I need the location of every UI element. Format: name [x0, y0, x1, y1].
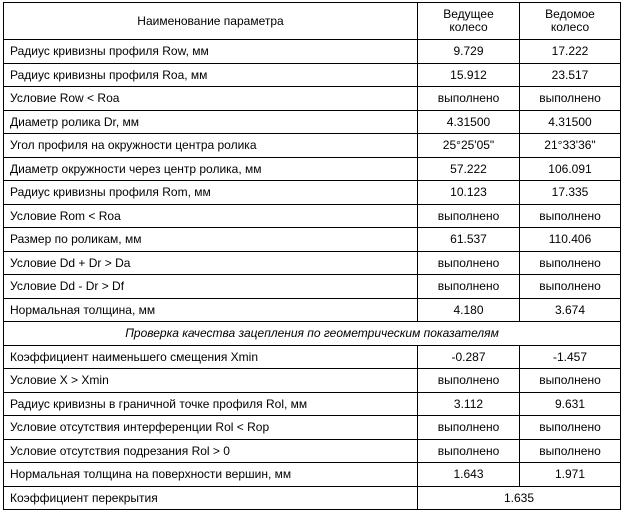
- table-row: [4, 275, 621, 299]
- driven-value: 21°33'36": [520, 134, 621, 158]
- param-name: Нормальная толщина, мм: [4, 298, 418, 322]
- driving-value: выполнено: [418, 204, 520, 228]
- driving-value: выполнено: [418, 275, 520, 299]
- param-name: Условие Dd + Dr > Da: [4, 251, 418, 275]
- table-row: [4, 63, 621, 87]
- param-name: Коэффициент перекрытия: [4, 486, 418, 510]
- driven-value: выполнено: [520, 275, 621, 299]
- driven-value: 3.674: [520, 298, 621, 322]
- driving-value: выполнено: [418, 369, 520, 393]
- table-row: [4, 87, 621, 111]
- section-row: [4, 322, 621, 346]
- table-row: [4, 463, 621, 487]
- table-row: [4, 40, 621, 64]
- param-name: Угол профиля на окружности центра ролика: [4, 134, 418, 158]
- driven-value: 9.631: [520, 392, 621, 416]
- table-row: [4, 157, 621, 181]
- table-header-row: [4, 3, 621, 40]
- param-name: Диаметр ролика Dr, мм: [4, 110, 418, 134]
- table-row: [4, 345, 621, 369]
- driving-value: 4.31500: [418, 110, 520, 134]
- driving-value: -0.287: [418, 345, 520, 369]
- param-name: Нормальная толщина на поверхности вершин, мм: [4, 463, 418, 487]
- driven-value: выполнено: [520, 204, 621, 228]
- table-row: [4, 181, 621, 205]
- header-param: Наименование параметра: [4, 3, 418, 40]
- driven-value: 1.971: [520, 463, 621, 487]
- driven-value: выполнено: [520, 87, 621, 111]
- driven-value: 110.406: [520, 228, 621, 252]
- driving-value: 4.180: [418, 298, 520, 322]
- param-name: Коэффициент наименьшего смещения Xmin: [4, 345, 418, 369]
- driving-value: 9.729: [418, 40, 520, 64]
- param-name: Условие X > Xmin: [4, 369, 418, 393]
- param-name: Условие Dd - Dr > Df: [4, 275, 418, 299]
- overlap-value: 1.635: [418, 486, 621, 510]
- driving-value: выполнено: [418, 87, 520, 111]
- driving-value: выполнено: [418, 251, 520, 275]
- param-name: Радиус кривизны профиля Roa, мм: [4, 63, 418, 87]
- table-row: [4, 228, 621, 252]
- driving-value: 3.112: [418, 392, 520, 416]
- header-driving-wheel: [418, 3, 520, 40]
- driven-value: выполнено: [520, 416, 621, 440]
- driven-value: 106.091: [520, 157, 621, 181]
- header-driven-line2: колесо: [550, 20, 590, 34]
- table-row: [4, 416, 621, 440]
- table-row: [4, 298, 621, 322]
- driving-value: 61.537: [418, 228, 520, 252]
- param-name: Размер по роликам, мм: [4, 228, 418, 252]
- param-name: Радиус кривизны в граничной точке профиля Rol, мм: [4, 392, 418, 416]
- header-driven-line1: Ведомое: [545, 7, 595, 21]
- table-row: [4, 251, 621, 275]
- driven-value: выполнено: [520, 251, 621, 275]
- driving-value: 1.643: [418, 463, 520, 487]
- param-name: Условие отсутствия интерференции Rol < Rop: [4, 416, 418, 440]
- driven-value: -1.457: [520, 345, 621, 369]
- driving-value: 10.123: [418, 181, 520, 205]
- overlap-row: [4, 486, 621, 510]
- table-row: [4, 439, 621, 463]
- header-driving-line2: колесо: [449, 20, 488, 34]
- driven-value: 4.31500: [520, 110, 621, 134]
- driving-value: выполнено: [418, 439, 520, 463]
- param-name: Условие отсутствия подрезания Rol > 0: [4, 439, 418, 463]
- table-row: [4, 392, 621, 416]
- driven-value: выполнено: [520, 369, 621, 393]
- driving-value: 15.912: [418, 63, 520, 87]
- driven-value: выполнено: [520, 439, 621, 463]
- driven-value: 23.517: [520, 63, 621, 87]
- table-row: [4, 369, 621, 393]
- param-name: Условие Rom < Roa: [4, 204, 418, 228]
- table-row: [4, 134, 621, 158]
- gear-parameters-report: [3, 2, 621, 510]
- driving-value: 25°25'05": [418, 134, 520, 158]
- driven-value: 17.222: [520, 40, 621, 64]
- driving-value: 57.222: [418, 157, 520, 181]
- table-row: [4, 110, 621, 134]
- param-name: Диаметр окружности через центр ролика, мм: [4, 157, 418, 181]
- param-name: Радиус кривизны профиля Rom, мм: [4, 181, 418, 205]
- header-driving-line1: Ведущее: [443, 7, 494, 21]
- driving-value: выполнено: [418, 416, 520, 440]
- section-title: Проверка качества зацепления по геометрическим показателям: [4, 322, 621, 346]
- param-name: Радиус кривизны профиля Row, мм: [4, 40, 418, 64]
- driven-value: 17.335: [520, 181, 621, 205]
- table-row: [4, 204, 621, 228]
- header-driven-wheel: [520, 3, 621, 40]
- param-name: Условие Row < Roa: [4, 87, 418, 111]
- parameters-table: [3, 2, 621, 510]
